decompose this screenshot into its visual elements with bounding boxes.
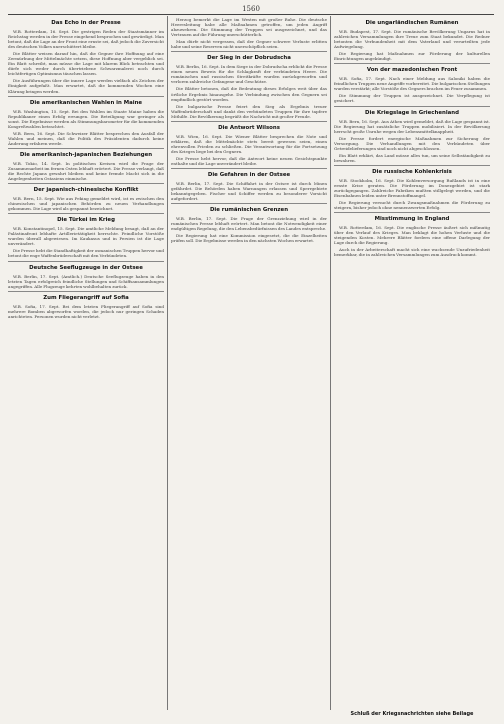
article-paragraph: Die bulgarische Presse feiert den Sieg als Ergebnis treuer Waffenbrüderschaft und dankt den verbündeten Truppen für ihre tapfere Mithilfe. Die Bevölkerung begrüßt die Nachricht mit großer Freude.	[171, 103, 327, 119]
article-paragraph: Die Blätter weisen darauf hin, daß die Gegner ihre Hoffnung auf eine Zermürbung der Mittelmächte setzen, diese Hoffnung aber vergeblich sei. Ein Blatt schreibt, man müsse die Lage mit klarem Blick betrachten und dürfe sich weder durch übertriebene Schwarzmalerei noch durch leichtfertigen Optimismus täuschen lassen.	[8, 51, 164, 77]
article-divider	[171, 168, 327, 169]
column-2	[171, 17, 327, 710]
article-divider	[334, 212, 490, 213]
article-paragraph: W.B. Rotterdam, 16. Sept. Die englische Presse äußert sich mißmutig über den Verlauf des Krieges. Man beklagt die hohen Verluste und die steigenden Kosten. Mehrere Blätter fordern eine offene Darlegung der Lage durch die Regierung.	[334, 225, 490, 246]
article-paragraph: W.B. Sofia, 17. Sept. Bei dem letzten Fliegerangriff auf Sofia sind mehrere Bomben abgeworfen worden, die jedoch nur geringen Schaden anrichteten. Personen wurden nicht verletzt.	[8, 303, 164, 319]
article-paragraph: Die Ausführungen über die innere Lage werden vielfach als Zeichen der Einigkeit aufgefaßt. Man erwartet, daß die kommenden Wochen eine Klärung bringen werden.	[8, 78, 164, 94]
article-paragraph: Die Blätter betonen, daß die Bedeutung dieses Erfolges weit über das örtliche Ergebnis hinausgehe. Die Verbindung zwischen den Gegnern sei empfindlich gestört worden.	[171, 86, 327, 102]
article-paragraph: W.B. Stockholm, 16. Sept. Die Kohlenversorgung Rußlands ist in eine ernste Krise geraten. Die Förderung im Donezgebiet ist stark zurückgegangen. Zahlreiche Fabriken mußten stillgelegt werden, und die Eisenbahnen leiden unter Brennstoffmangel.	[334, 177, 490, 199]
article-divider	[171, 121, 327, 122]
article-divider	[171, 203, 327, 204]
article-paragraph: Herzog bemerkt die Lage im Westen mit großer Ruhe. Die deutsche Heeresleitung habe alle Maßnahmen getroffen, um jeden Angriff abzuwehren. Die Stimmung der Truppen sei ausgezeichnet, und das Vertrauen auf die Führung unerschütterlich.	[171, 17, 327, 38]
column-separator	[167, 16, 168, 710]
article-paragraph: W.B. Wien, 16. Sept. Die Wiener Blätter besprechen die Note und erklären, daß die Mittelmächte stets bereit gewesen seien, einen ehrenvollen Frieden zu schließen. Die Verantwortung für die Fortsetzung des Krieges liege bei den Gegnern.	[171, 133, 327, 154]
article-paragraph: Die Presse hebt hervor, daß die Antwort keine neuen Gesichtspunkte enthalte und die Lage unverändert bleibe.	[171, 155, 327, 166]
footer-note: Schluß der Kriegsnachrichten siehe Beilage	[350, 711, 474, 717]
article-paragraph: Die Stimmung der Truppen ist ausgezeichnet. Die Verpflegung ist gesichert.	[334, 93, 490, 104]
article-headline: Die Kriegslage in Griechenland	[365, 109, 459, 116]
article-paragraph: W.B. Sofia, 17. Sept. Nach einer Meldung aus Saloniki haben die feindlichen Truppen neue Angriffe vorbereitet. Die bulgarischen Stellungen wurden verstärkt; alle Vorstöße des Gegners brachen im Feuer zusammen.	[334, 76, 490, 92]
article-paragraph: Ein Blatt erklärt, das Land müsse alles tun, um seine Selbständigkeit zu bewahren.	[334, 152, 490, 163]
article-paragraph: Man dürfe nicht vergessen, daß der Gegner schwere Verluste erlitten habe und seine Reserven nicht unerschöpflich seien.	[171, 39, 327, 50]
article-paragraph: Die Regierung hat eine Kommission eingesetzt, die die Einzelheiten prüfen soll. Die Ergebnisse werden in den nächsten Wochen erwartet.	[171, 233, 327, 244]
article-headline: Der japanisch-chinesische Konflikt	[33, 187, 139, 194]
article-paragraph: Die Presse fordert energische Maßnahmen zur Sicherung der Versorgung. Die Verhandlungen mit den Verbündeten über Getreidelieferungen sind noch nicht abgeschlossen.	[334, 135, 490, 151]
article-headline: Misstimmung in England	[374, 216, 450, 223]
article-headline: Die Gefahren in der Ostsee	[207, 172, 291, 179]
article-headline: Die Antwort Wilsons	[218, 124, 280, 131]
article-headline: Die rumänischen Grenzen	[209, 207, 289, 214]
article-divider	[8, 291, 164, 292]
article-paragraph: W.B. Berlin, 17. Sept. Die Frage der Grenzziehung wird in der rumänischen Presse lebhaft erörtert. Man betont die Notwendigkeit einer endgültigen Regelung, die den Lebensbedürfnissen des Landes entspreche.	[171, 216, 327, 232]
column-separator	[330, 16, 331, 710]
article-paragraph: W.B. Berlin, 16. Sept. In dem Siege in der Dobrudscha erblickt die Presse einen neuen Beweis für die Schlagkraft der verbündeten Heere. Die rumänischen und russischen Streitkräfte wurden zurückgeworfen und verloren zahlreiche Gefangene und Geschütze.	[171, 64, 327, 85]
column-3	[334, 17, 490, 710]
newspaper-page	[8, 4, 494, 718]
article-paragraph: W.B. Konstantinopel, 15. Sept. Die amtliche Meldung besagt, daß an der Palästinafront lebhafte Artillerietätigkeit herrschte. Feindliche Vorstöße wurden überall abgewiesen. Im Kaukasus und in Persien ist die Lage unverändert.	[8, 226, 164, 247]
page-number: 1560	[242, 5, 260, 13]
article-headline: Das Echo in der Presse	[51, 20, 121, 26]
article-headline: Von der mazedonischen Front	[366, 67, 458, 74]
article-paragraph: Die Regierung versucht durch Zwangsmaßnahmen die Förderung zu steigern, bisher jedoch ohne nennenswerten Erfolg.	[334, 200, 490, 211]
article-paragraph: W.B. Berlin, 17. Sept. Die Schiffahrt in der Ostsee ist durch Minen gefährdet. Die Behörden haben Warnungen erlassen und Sperrgebiete bekanntgegeben. Fischer und Schiffer werden zu besonderer Vorsicht aufgefordert.	[171, 181, 327, 202]
article-divider	[8, 213, 164, 214]
article-paragraph: W.B. Bern, 16. Sept. Die Schweizer Blätter besprechen den Ausfall der Wahlen und meinen, daß die Politik des Präsidenten dadurch keine Änderung erfahren werde.	[8, 130, 164, 146]
article-headline: Die amerikanischen Wahlen in Maine	[29, 99, 143, 106]
article-divider	[334, 106, 490, 107]
article-headline: Zum Fliegerangriff auf Sofia	[43, 294, 129, 301]
article-paragraph: W.B. Bern, 15. Sept. Wie aus Peking gemeldet wird, ist es zwischen den chinesischen und japanischen Behörden zu neuen Verhandlungen gekommen. Die Lage wird als gespannt bezeichnet.	[8, 196, 164, 212]
article-paragraph: W.B. Berlin, 17. Sept. (Amtlich.) Deutsche Seeflugzeuge haben in den letzten Tagen erfolgreich feindliche Stellungen und Schiffsansammlungen angegriffen. Alle Flugzeuge kehrten wohlbehalten zurück.	[8, 273, 164, 289]
article-divider	[334, 165, 490, 166]
article-headline: Die Türkei im Krieg	[57, 217, 115, 224]
article-divider	[171, 51, 327, 52]
article-headline: Die russische Kohlenkrisis	[372, 168, 452, 175]
article-headline: Die ungarländischen Rumänen	[365, 20, 459, 26]
article-divider	[8, 96, 164, 97]
article-divider	[8, 148, 164, 149]
article-divider	[8, 183, 164, 184]
column-1	[8, 17, 164, 710]
article-headline: Der Sieg in der Dobrudscha	[207, 55, 291, 62]
article-paragraph: W.B. Budapest, 17. Sept. Die rumänische Bevölkerung Ungarns hat in zahlreichen Versammlungen ihre Treue zum Staat bekundet. Die Redner betonten die Verbundenheit mit dem Vaterland und verurteilten jede Aufwiegelung.	[334, 29, 490, 50]
top-rule	[8, 14, 494, 15]
article-paragraph: W.B. Tokio, 14. Sept. In politischen Kreisen wird die Frage der Zusammenarbeit im fernen Osten lebhaft erörtert. Die Presse verlangt, daß die Rechte Japans gewahrt bleiben und keine fremde Macht sich in die Angelegenheiten Ostasiens einmische.	[8, 160, 164, 182]
article-paragraph: W.B. Washington, 15. Sept. Bei den Wahlen im Staate Maine haben die Republikaner einen Erfolg errungen. Die Beteiligung war geringer als sonst. Die Ergebnisse werden als Stimmungsbarometer für die kommenden Kongreßwahlen betrachtet.	[8, 108, 164, 129]
article-headline: Die amerikanisch-japanischen Beziehungen	[19, 151, 153, 158]
article-paragraph: Die Regierung hat Maßnahmen zur Förderung der kulturellen Einrichtungen angekündigt.	[334, 51, 490, 62]
article-paragraph: Auch in der Arbeiterschaft macht sich eine wachsende Unzufriedenheit bemerkbar, die in zahlreichen Versammlungen zum Ausdruck kommt.	[334, 247, 490, 258]
article-paragraph: W.B. Bern, 16. Sept. Aus Athen wird gemeldet, daß die Lage gespannt ist. Die Regierung hat zusätzliche Truppen mobilisiert. In der Bevölkerung herrscht große Unruhe wegen der Lebensmittelknappheit.	[334, 118, 490, 134]
article-paragraph: Die Presse hebt die Standhaftigkeit der osmanischen Truppen hervor und betont die enge Waffenbrüderschaft mit den Verbündeten.	[8, 248, 164, 259]
article-divider	[334, 63, 490, 64]
article-paragraph: W.B. Rotterdam, 16. Sept. Die gestrigen Reden der Staatsmänner im Reichstag werden in der Presse eingehend besprochen und gewürdigt. Man betont, daß die Lage an der Front eine ernste sei, daß jedoch die Zuversicht des deutschen Volkes unerschüttert bleibe.	[8, 29, 164, 50]
article-headline: Deutsche Seeflugzeuge in der Ostsee	[29, 264, 143, 271]
article-divider	[8, 261, 164, 262]
